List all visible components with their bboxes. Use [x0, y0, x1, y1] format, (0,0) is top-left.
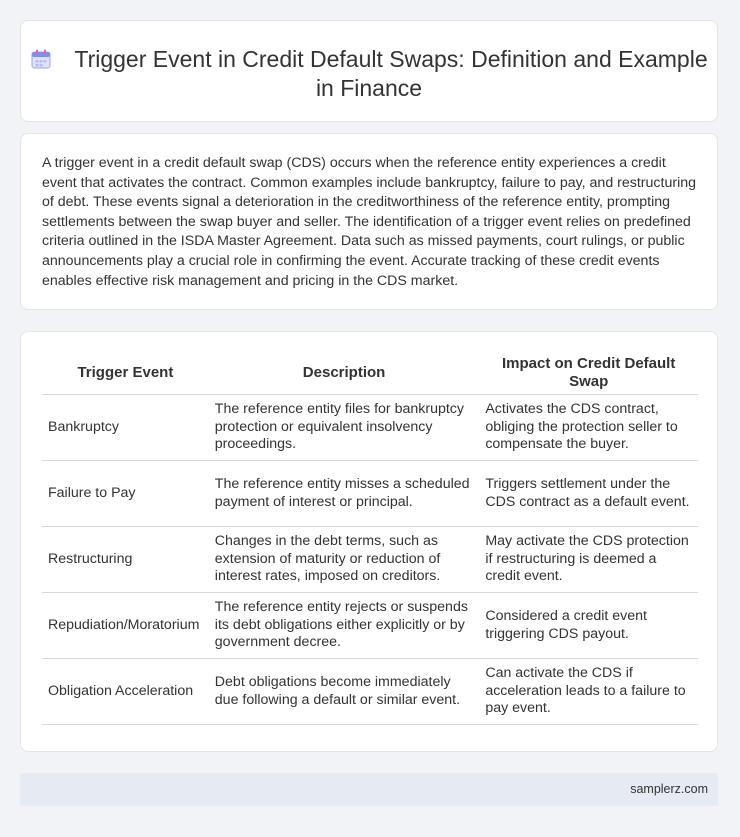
cell-trigger-event: Bankruptcy [42, 395, 209, 461]
table-row [42, 593, 698, 659]
trigger-events-table [42, 352, 698, 725]
cell-description: The reference entity misses a scheduled payment of interest or principal. [209, 461, 480, 527]
cell-impact: Activates the CDS contract, obliging the protection seller to compensate the buyer. [479, 395, 698, 461]
footer-site-link[interactable]: samplerz.com [630, 782, 708, 796]
intro-paragraph: A trigger event in a credit default swap (CDS) occurs when the reference entity experiences a credit event that activates the contract. Common examples include bankruptcy, failure to pay, and restructuring of debt. These events signal a deterioration in the creditworthiness of the reference entity, prompting settlements between the swap buyer and seller. The identification of a trigger event relies on predefined criteria outlined in the ISDA Master Agreement. Data such as missed payments, court rulings, or public announcements play a crucial role in confirming the event. Accurate tracking of these credit events enables effective risk management and pricing in the CDS market. [42, 155, 697, 289]
cell-impact: May activate the CDS protection if restructuring is deemed a credit event. [479, 527, 698, 593]
cell-impact: Triggers settlement under the CDS contract as a default event. [479, 461, 698, 527]
cell-impact: Considered a credit event triggering CDS payout. [479, 593, 698, 659]
cell-trigger-event: Repudiation/Moratorium [42, 593, 209, 659]
cell-impact: Can activate the CDS if acceleration leads to a failure to pay event. [479, 659, 698, 725]
table-row [42, 527, 698, 593]
table-card [20, 331, 718, 752]
column-header-description: Description [209, 352, 480, 395]
cell-description: The reference entity rejects or suspends its debt obligations either explicitly or by government decree. [209, 593, 480, 659]
cell-description: The reference entity files for bankruptcy protection or equivalent insolvency proceedings. [209, 395, 480, 461]
page-title-text: Trigger Event in Credit Default Swaps: Definition and Example in Finance [74, 46, 708, 101]
intro-card [20, 133, 718, 310]
column-header-impact: Impact on Credit Default Swap [479, 352, 698, 395]
table-row [42, 659, 698, 725]
page-header [21, 45, 717, 103]
page-title [30, 46, 707, 101]
footer [20, 773, 718, 806]
cell-description: Changes in the debt terms, such as extension of maturity or reduction of interest rates, imposed on creditors. [209, 527, 480, 593]
cell-trigger-event: Restructuring [42, 527, 209, 593]
cell-trigger-event: Failure to Pay [42, 461, 209, 527]
cell-description: Debt obligations become immediately due following a default or similar event. [209, 659, 480, 725]
table-row [42, 395, 698, 461]
cell-trigger-event: Obligation Acceleration [42, 659, 209, 725]
title-card [20, 20, 718, 122]
column-header-trigger-event: Trigger Event [42, 352, 209, 395]
calendar-icon [30, 48, 52, 70]
table-row [42, 461, 698, 527]
table-header-row [42, 352, 698, 395]
